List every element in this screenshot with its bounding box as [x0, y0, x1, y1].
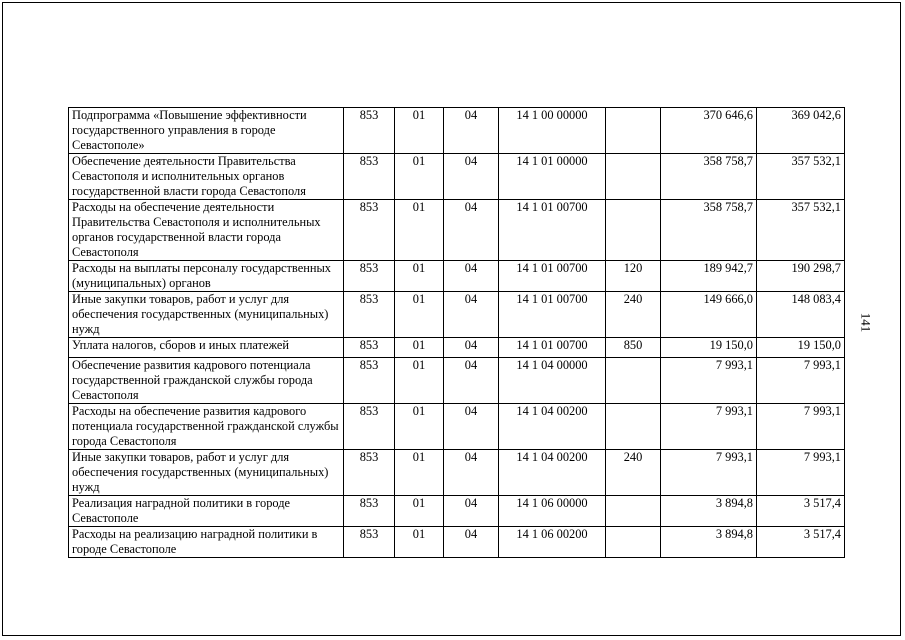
section-code: 01 [395, 154, 444, 200]
table-row [69, 358, 845, 404]
budget-table [68, 107, 845, 558]
subsection-code: 04 [444, 404, 499, 450]
row-name: Обеспечение развития кадрового потенциала государственной гражданской службы города Севастополя [69, 358, 344, 404]
expense-type-code: 240 [606, 450, 661, 496]
amount-second: 357 532,1 [757, 200, 845, 261]
target-item-code: 14 1 01 00700 [499, 292, 606, 338]
ministry-code: 853 [344, 450, 395, 496]
ministry-code: 853 [344, 358, 395, 404]
amount-second: 7 993,1 [757, 404, 845, 450]
ministry-code: 853 [344, 496, 395, 527]
subsection-code: 04 [444, 496, 499, 527]
row-name: Подпрограмма «Повышение эффективности государственного управления в городе Севастополе» [69, 108, 344, 154]
row-name: Расходы на реализацию наградной политики в городе Севастополе [69, 527, 344, 558]
ministry-code: 853 [344, 261, 395, 292]
amount-first: 7 993,1 [661, 404, 757, 450]
target-item-code: 14 1 06 00200 [499, 527, 606, 558]
expense-type-code [606, 108, 661, 154]
expense-type-code: 120 [606, 261, 661, 292]
subsection-code: 04 [444, 200, 499, 261]
subsection-code: 04 [444, 338, 499, 358]
table-row [69, 292, 845, 338]
section-code: 01 [395, 338, 444, 358]
amount-second: 357 532,1 [757, 154, 845, 200]
section-code: 01 [395, 358, 444, 404]
subsection-code: 04 [444, 154, 499, 200]
amount-second: 7 993,1 [757, 450, 845, 496]
table-row [69, 338, 845, 358]
target-item-code: 14 1 04 00200 [499, 404, 606, 450]
subsection-code: 04 [444, 108, 499, 154]
amount-first: 7 993,1 [661, 450, 757, 496]
section-code: 01 [395, 496, 444, 527]
row-name: Реализация наградной политики в городе Севастополе [69, 496, 344, 527]
ministry-code: 853 [344, 200, 395, 261]
ministry-code: 853 [344, 338, 395, 358]
amount-second: 190 298,7 [757, 261, 845, 292]
expense-type-code [606, 200, 661, 261]
amount-first: 358 758,7 [661, 200, 757, 261]
expense-type-code: 850 [606, 338, 661, 358]
section-code: 01 [395, 292, 444, 338]
expense-type-code [606, 527, 661, 558]
expense-type-code: 240 [606, 292, 661, 338]
ministry-code: 853 [344, 527, 395, 558]
table-row [69, 496, 845, 527]
subsection-code: 04 [444, 358, 499, 404]
amount-second: 148 083,4 [757, 292, 845, 338]
subsection-code: 04 [444, 261, 499, 292]
target-item-code: 14 1 00 00000 [499, 108, 606, 154]
target-item-code: 14 1 06 00000 [499, 496, 606, 527]
subsection-code: 04 [444, 527, 499, 558]
amount-first: 3 894,8 [661, 527, 757, 558]
section-code: 01 [395, 450, 444, 496]
page-number: 141 [858, 312, 874, 333]
row-name: Расходы на обеспечение деятельности Правительства Севастополя и исполнительных органов государственной власти города Севастополя [69, 200, 344, 261]
amount-second: 7 993,1 [757, 358, 845, 404]
target-item-code: 14 1 04 00200 [499, 450, 606, 496]
table-row [69, 108, 845, 154]
target-item-code: 14 1 01 00700 [499, 200, 606, 261]
section-code: 01 [395, 261, 444, 292]
amount-second: 3 517,4 [757, 527, 845, 558]
ministry-code: 853 [344, 404, 395, 450]
amount-first: 189 942,7 [661, 261, 757, 292]
section-code: 01 [395, 200, 444, 261]
amount-second: 19 150,0 [757, 338, 845, 358]
subsection-code: 04 [444, 292, 499, 338]
row-name: Расходы на обеспечение развития кадрового потенциала государственной гражданской службы города Севастополя [69, 404, 344, 450]
expense-type-code [606, 404, 661, 450]
target-item-code: 14 1 01 00000 [499, 154, 606, 200]
amount-second: 3 517,4 [757, 496, 845, 527]
amount-first: 3 894,8 [661, 496, 757, 527]
section-code: 01 [395, 108, 444, 154]
expense-type-code [606, 154, 661, 200]
ministry-code: 853 [344, 154, 395, 200]
table-row [69, 261, 845, 292]
row-name: Обеспечение деятельности Правительства Севастополя и исполнительных органов государственной власти города Севастополя [69, 154, 344, 200]
row-name: Иные закупки товаров, работ и услуг для обеспечения государственных (муниципальных) нужд [69, 292, 344, 338]
ministry-code: 853 [344, 292, 395, 338]
table-row [69, 404, 845, 450]
section-code: 01 [395, 527, 444, 558]
amount-first: 370 646,6 [661, 108, 757, 154]
table-row [69, 200, 845, 261]
subsection-code: 04 [444, 450, 499, 496]
table-row [69, 450, 845, 496]
amount-second: 369 042,6 [757, 108, 845, 154]
target-item-code: 14 1 01 00700 [499, 338, 606, 358]
section-code: 01 [395, 404, 444, 450]
table-row [69, 527, 845, 558]
budget-table-body [69, 108, 845, 558]
row-name: Иные закупки товаров, работ и услуг для обеспечения государственных (муниципальных) нужд [69, 450, 344, 496]
target-item-code: 14 1 04 00000 [499, 358, 606, 404]
amount-first: 358 758,7 [661, 154, 757, 200]
table-row [69, 154, 845, 200]
target-item-code: 14 1 01 00700 [499, 261, 606, 292]
amount-first: 7 993,1 [661, 358, 757, 404]
ministry-code: 853 [344, 108, 395, 154]
amount-first: 19 150,0 [661, 338, 757, 358]
amount-first: 149 666,0 [661, 292, 757, 338]
row-name: Уплата налогов, сборов и иных платежей [69, 338, 344, 358]
row-name: Расходы на выплаты персоналу государственных (муниципальных) органов [69, 261, 344, 292]
expense-type-code [606, 358, 661, 404]
expense-type-code [606, 496, 661, 527]
